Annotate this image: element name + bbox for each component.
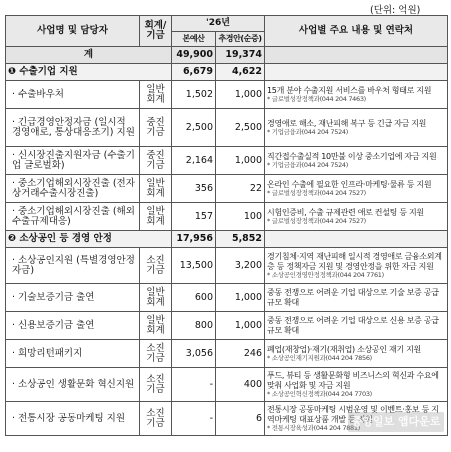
main-cell: 3,056 (172, 340, 216, 368)
details-cell: 직간접수출실적 10만불 이상 중소기업에 자금 지원 * 기업금융과(044 204 7524) (265, 147, 448, 175)
increase-cell: 246 (216, 340, 265, 368)
main-cell: 157 (172, 203, 216, 231)
increase-cell: 1,000 (216, 312, 265, 340)
project-name: · 신용보증기금 출연 (6, 312, 140, 340)
main-cell: 2,500 (172, 109, 216, 147)
header-account: 회계/기금 (140, 16, 172, 47)
increase-cell: 400 (216, 368, 265, 402)
watermark-logo: 중앙일보 앱다운로드 (348, 412, 444, 432)
project-name: · 수출바우처 (6, 81, 140, 109)
project-name: · 중소기업해외시장진출 (전자상거래수출시장진출) (6, 175, 140, 203)
table-row (6, 203, 448, 231)
account-cell: 소진기금 (140, 248, 172, 284)
increase-cell: 2,500 (216, 109, 265, 147)
category-main: 6,679 (172, 64, 216, 81)
table-row (6, 340, 448, 368)
header-increase: 추경안(순증) (216, 31, 265, 47)
total-main: 49,900 (172, 47, 216, 64)
increase-cell: 1,000 (216, 81, 265, 109)
details-cell: 푸드, 뷰티 등 생활문화형 비즈니스의 혁신과 수요에 맞춰 사업화 및 자금 지원 * 소상공인혁신정책과(044 204 7703) (265, 368, 448, 402)
project-name: · 소상공인 생활문화 혁신지원 (6, 368, 140, 402)
increase-cell: 6 (216, 402, 265, 436)
account-cell: 일반회계 (140, 81, 172, 109)
details-cell: 폐업(재창업)·재기(재취업) 소상공인 재기 지원 * 소상공인재기지원과(044 204 7856) (265, 340, 448, 368)
total-increase: 19,374 (216, 47, 265, 64)
main-cell: - (172, 368, 216, 402)
total-row (6, 47, 448, 64)
account-cell: 일반회계 (140, 284, 172, 312)
header-row (6, 16, 448, 32)
account-cell: 일반회계 (140, 203, 172, 231)
account-cell: 중진기금 (140, 109, 172, 147)
increase-cell: 100 (216, 203, 265, 231)
table-row (6, 109, 448, 147)
table-row (6, 147, 448, 175)
details-cell: 15개 분야 수출지원 서비스를 바우처 형태로 지원 * 글로벌성장정책과(044 204 7463) (265, 81, 448, 109)
increase-cell: 3,200 (216, 248, 265, 284)
header-year: '26년 (172, 16, 265, 32)
table-row (6, 284, 448, 312)
project-name: · 전통시장 공동마케팅 지원 (6, 402, 140, 436)
category-label: ❷ 소상공인 등 경영 안정 (6, 231, 172, 248)
header-details: 사업별 주요 내용 및 연락처 (265, 16, 448, 47)
increase-cell: 1,000 (216, 147, 265, 175)
account-cell: 소진기금 (140, 368, 172, 402)
main-cell: 2,164 (172, 147, 216, 175)
account-cell: 소진기금 (140, 402, 172, 436)
category-increase: 4,622 (216, 64, 265, 81)
account-cell: 중진기금 (140, 147, 172, 175)
project-name: · 신시장진출지원자금 (수출기업 글로벌화) (6, 147, 140, 175)
project-name: · 긴급경영안정자금 (일시적 경영애로, 통상대응조기) 지원 (6, 109, 140, 147)
category-row-export (6, 64, 448, 81)
account-cell: 일반회계 (140, 175, 172, 203)
main-cell: 13,500 (172, 248, 216, 284)
table-row (6, 248, 448, 284)
table-row (6, 368, 448, 402)
total-details (265, 47, 448, 64)
details-cell: 중동 전쟁으로 어려운 기업 대상으로 기술 보증 공급 규모 확대 (265, 284, 448, 312)
details-cell: 시험인증비, 수출 규제관련 애로 컨설팅 등 지원 * 글로벌성장정책과(044 204 7527) (265, 203, 448, 231)
details-cell: 경기침체·지역 재난피해 일시적 경영애로 금융소외계층 등 정책자금 지원 및 경영안정을 위한 자금 지원 * 소상공인경영안정정책과(044 204 7761) (265, 248, 448, 284)
main-cell: - (172, 402, 216, 436)
category-increase: 5,852 (216, 231, 265, 248)
category-details (265, 231, 448, 248)
total-label: 계 (6, 47, 172, 64)
category-row-smallbiz (6, 231, 448, 248)
project-name: · 소상공인지원 (특별경영안정자금) (6, 248, 140, 284)
category-main: 17,956 (172, 231, 216, 248)
unit-label: (단위: 억원) (370, 5, 421, 16)
project-name: · 기술보증기금 출연 (6, 284, 140, 312)
header-project: 사업명 및 담당자 (6, 16, 140, 47)
account-cell: 일반회계 (140, 312, 172, 340)
details-cell: 전통시장 공동마케팅 시범운영 및 이벤트·홍보 등 지역마케팅 대표상품 개발 등 지원 * 전통시장육성과(044 204 7881) (265, 402, 448, 436)
header-main: 본예산 (172, 31, 216, 47)
main-cell: 356 (172, 175, 216, 203)
project-name: · 중소기업해외시장진출 (해외수출규제대응) (6, 203, 140, 231)
account-cell: 소진기금 (140, 340, 172, 368)
increase-cell: 22 (216, 175, 265, 203)
table-row (6, 81, 448, 109)
increase-cell: 1,000 (216, 284, 265, 312)
table-row (6, 312, 448, 340)
details-cell: 경영애로 해소, 재난피해 복구 등 긴급 자금 지원 * 기업금융과(044 204 7524) (265, 109, 448, 147)
budget-table (5, 15, 448, 436)
project-name: · 희망리턴패키지 (6, 340, 140, 368)
table-row (6, 175, 448, 203)
details-cell: 중동 전쟁으로 어려운 기업 대상으로 신용 보증 공급 규모 확대 (265, 312, 448, 340)
details-cell: 온라인 수출에 필요한 인프라·마케팅·물류 등 지원 * 글로벌성장정책과(044 204 7527) (265, 175, 448, 203)
category-label: ❶ 수출기업 지원 (6, 64, 172, 81)
main-cell: 1,502 (172, 81, 216, 109)
category-details (265, 64, 448, 81)
main-cell: 800 (172, 312, 216, 340)
main-cell: 600 (172, 284, 216, 312)
